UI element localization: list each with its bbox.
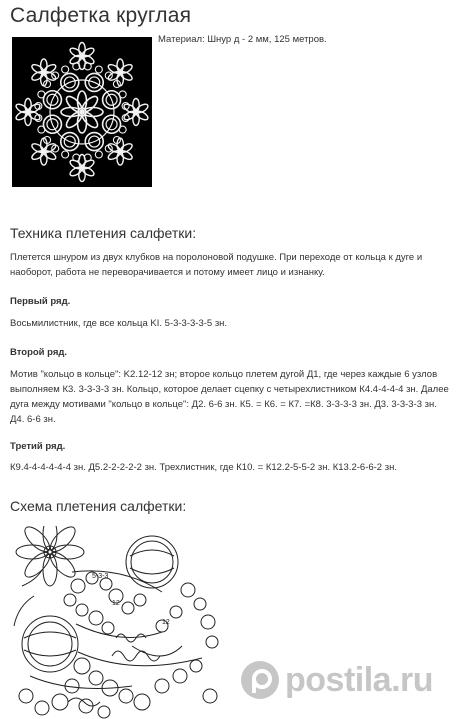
watermark — [241, 658, 433, 702]
scheme-label-1: 5-3-3 — [92, 573, 109, 580]
scheme-ring-in-ring-top — [126, 536, 178, 588]
scheme-flower — [16, 526, 84, 586]
doily-photo-drawing — [12, 37, 152, 187]
row2-description: Мотив "кольцо в кольце": K2.12-12 зн; второе кольцо плетем дугой Д1, где через каждые 6 узлов выполняем К3. 3-3-3-3 зн. Кольцо, которое делает сцепку с четырехлистником К4.4-4-4-4 зн. Далее дуга между мотивами "кольцо в кольце": Д2. 6-6 зн. К5. = К6. = К7. =К8. 3-3-3-3 зн. Д3. 3-3-3-3 зн. Д4. 6-6 зн. — [10, 369, 449, 425]
row1-heading: Первый ряд. — [10, 296, 71, 307]
scheme-ring-in-ring-left — [22, 616, 78, 672]
row3-heading: Третий ряд. — [10, 441, 66, 452]
row3-description: К9.4-4-4-4-4-4 зн. Д5.2-2-2-2-2 зн. Трехлистник, где К10. = К12.2-5-5-2 зн. К13.2-6-6-2 зн. — [10, 462, 397, 473]
technique-heading: Техника плетения салфетки: — [10, 225, 197, 241]
material-info: Материал: Шнур д - 2 мм, 125 метров. — [158, 34, 327, 45]
scheme-drawing — [12, 526, 226, 719]
scheme-label-2: 12 — [112, 600, 120, 607]
row2-heading: Второй ряд. — [10, 347, 68, 358]
row1-description: Восьмилистник, где все кольца KI. 5-3-3-3-3-5 зн. — [10, 318, 228, 329]
watermark-text: postila.ru — [285, 660, 434, 699]
technique-description: Плетется шнуром из двух клубков на поролоновой подушке. При переходе от кольца к дуге и наоборот, работа не переворачивается и потому имеет лицо и изнанку. — [10, 252, 423, 278]
scheme-label-3: 12 — [162, 619, 170, 626]
postila-logo-icon — [241, 661, 279, 699]
doily-photo — [12, 37, 152, 187]
scheme-heading: Схема плетения салфетки: — [10, 498, 187, 514]
page-title: Салфетка круглая — [10, 4, 192, 27]
tatting-scheme-diagram — [12, 526, 226, 719]
